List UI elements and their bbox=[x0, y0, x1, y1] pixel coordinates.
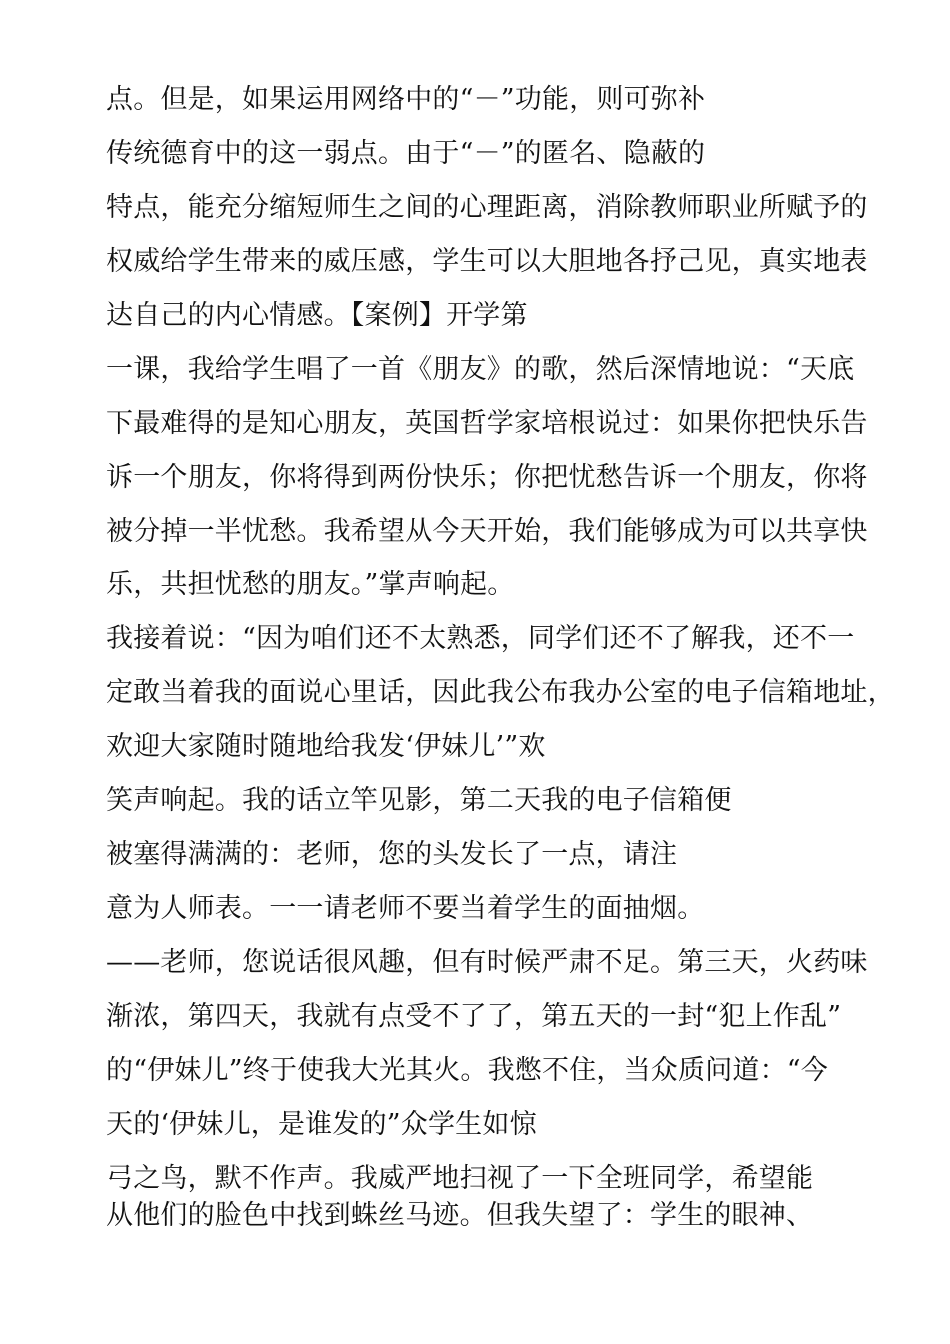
text-line: 天的‘伊妹儿，是谁发的”众学生如惊 bbox=[106, 1109, 537, 1140]
text-line: 点。但是，如果运用网络中的“－”功能，则可弥补 bbox=[106, 84, 706, 115]
text-line: 的“伊妹儿”终于使我大光其火。我憋不住，当众质问道：“今 bbox=[106, 1055, 829, 1086]
text-line: 渐浓，第四天，我就有点受不了了，第五天的一封“犯上作乱” bbox=[106, 1001, 842, 1032]
text-line: 我接着说：“因为咱们还不太熟悉，同学们还不了解我，还不一 bbox=[106, 623, 855, 654]
text-line: 特点，能充分缩短师生之间的心理距离，消除教师职业所赋予的 bbox=[106, 192, 868, 223]
text-line: ——老师，您说话很风趣，但有时候严肃不足。第三天，火药味 bbox=[106, 947, 868, 978]
text-line: 一课，我给学生唱了一首《朋友》的歌，然后深情地说：“天底 bbox=[106, 354, 855, 385]
text-line: 下最难得的是知心朋友，英国哲学家培根说过：如果你把快乐告 bbox=[106, 408, 868, 439]
text-line: 乐，共担忧愁的朋友。”掌声响起。 bbox=[106, 569, 515, 600]
text-line: 传统德育中的这一弱点。由于“－”的匿名、隐蔽的 bbox=[106, 138, 706, 169]
text-line: 欢迎大家随时随地给我发‘伊妹儿’”欢 bbox=[106, 731, 546, 762]
text-line: 诉一个朋友，你将得到两份快乐；你把忧愁告诉一个朋友，你将 bbox=[106, 462, 868, 493]
text-line: 从他们的脸色中找到蛛丝马迹。但我失望了：学生的眼神、 bbox=[106, 1200, 814, 1231]
text-line: 意为人师表。一一请老师不要当着学生的面抽烟。 bbox=[106, 893, 705, 924]
text-line: 定敢当着我的面说心里话，因此我公布我办公室的电子信箱地址， bbox=[106, 677, 895, 708]
text-line: 笑声响起。我的话立竿见影，第二天我的电子信箱便 bbox=[106, 785, 732, 816]
text-line: 权威给学生带来的威压感，学生可以大胆地各抒己见，真实地表 bbox=[106, 246, 868, 277]
text-line: 被塞得满满的：老师，您的头发长了一点，请注 bbox=[106, 839, 678, 870]
text-line: 弓之鸟，默不作声。我威严地扫视了一下全班同学，希望能 bbox=[106, 1163, 814, 1194]
text-line: 达自己的内心情感。【案例】开学第 bbox=[106, 300, 528, 331]
text-line: 被分掉一半忧愁。我希望从今天开始，我们能够成为可以共享快 bbox=[106, 516, 868, 547]
